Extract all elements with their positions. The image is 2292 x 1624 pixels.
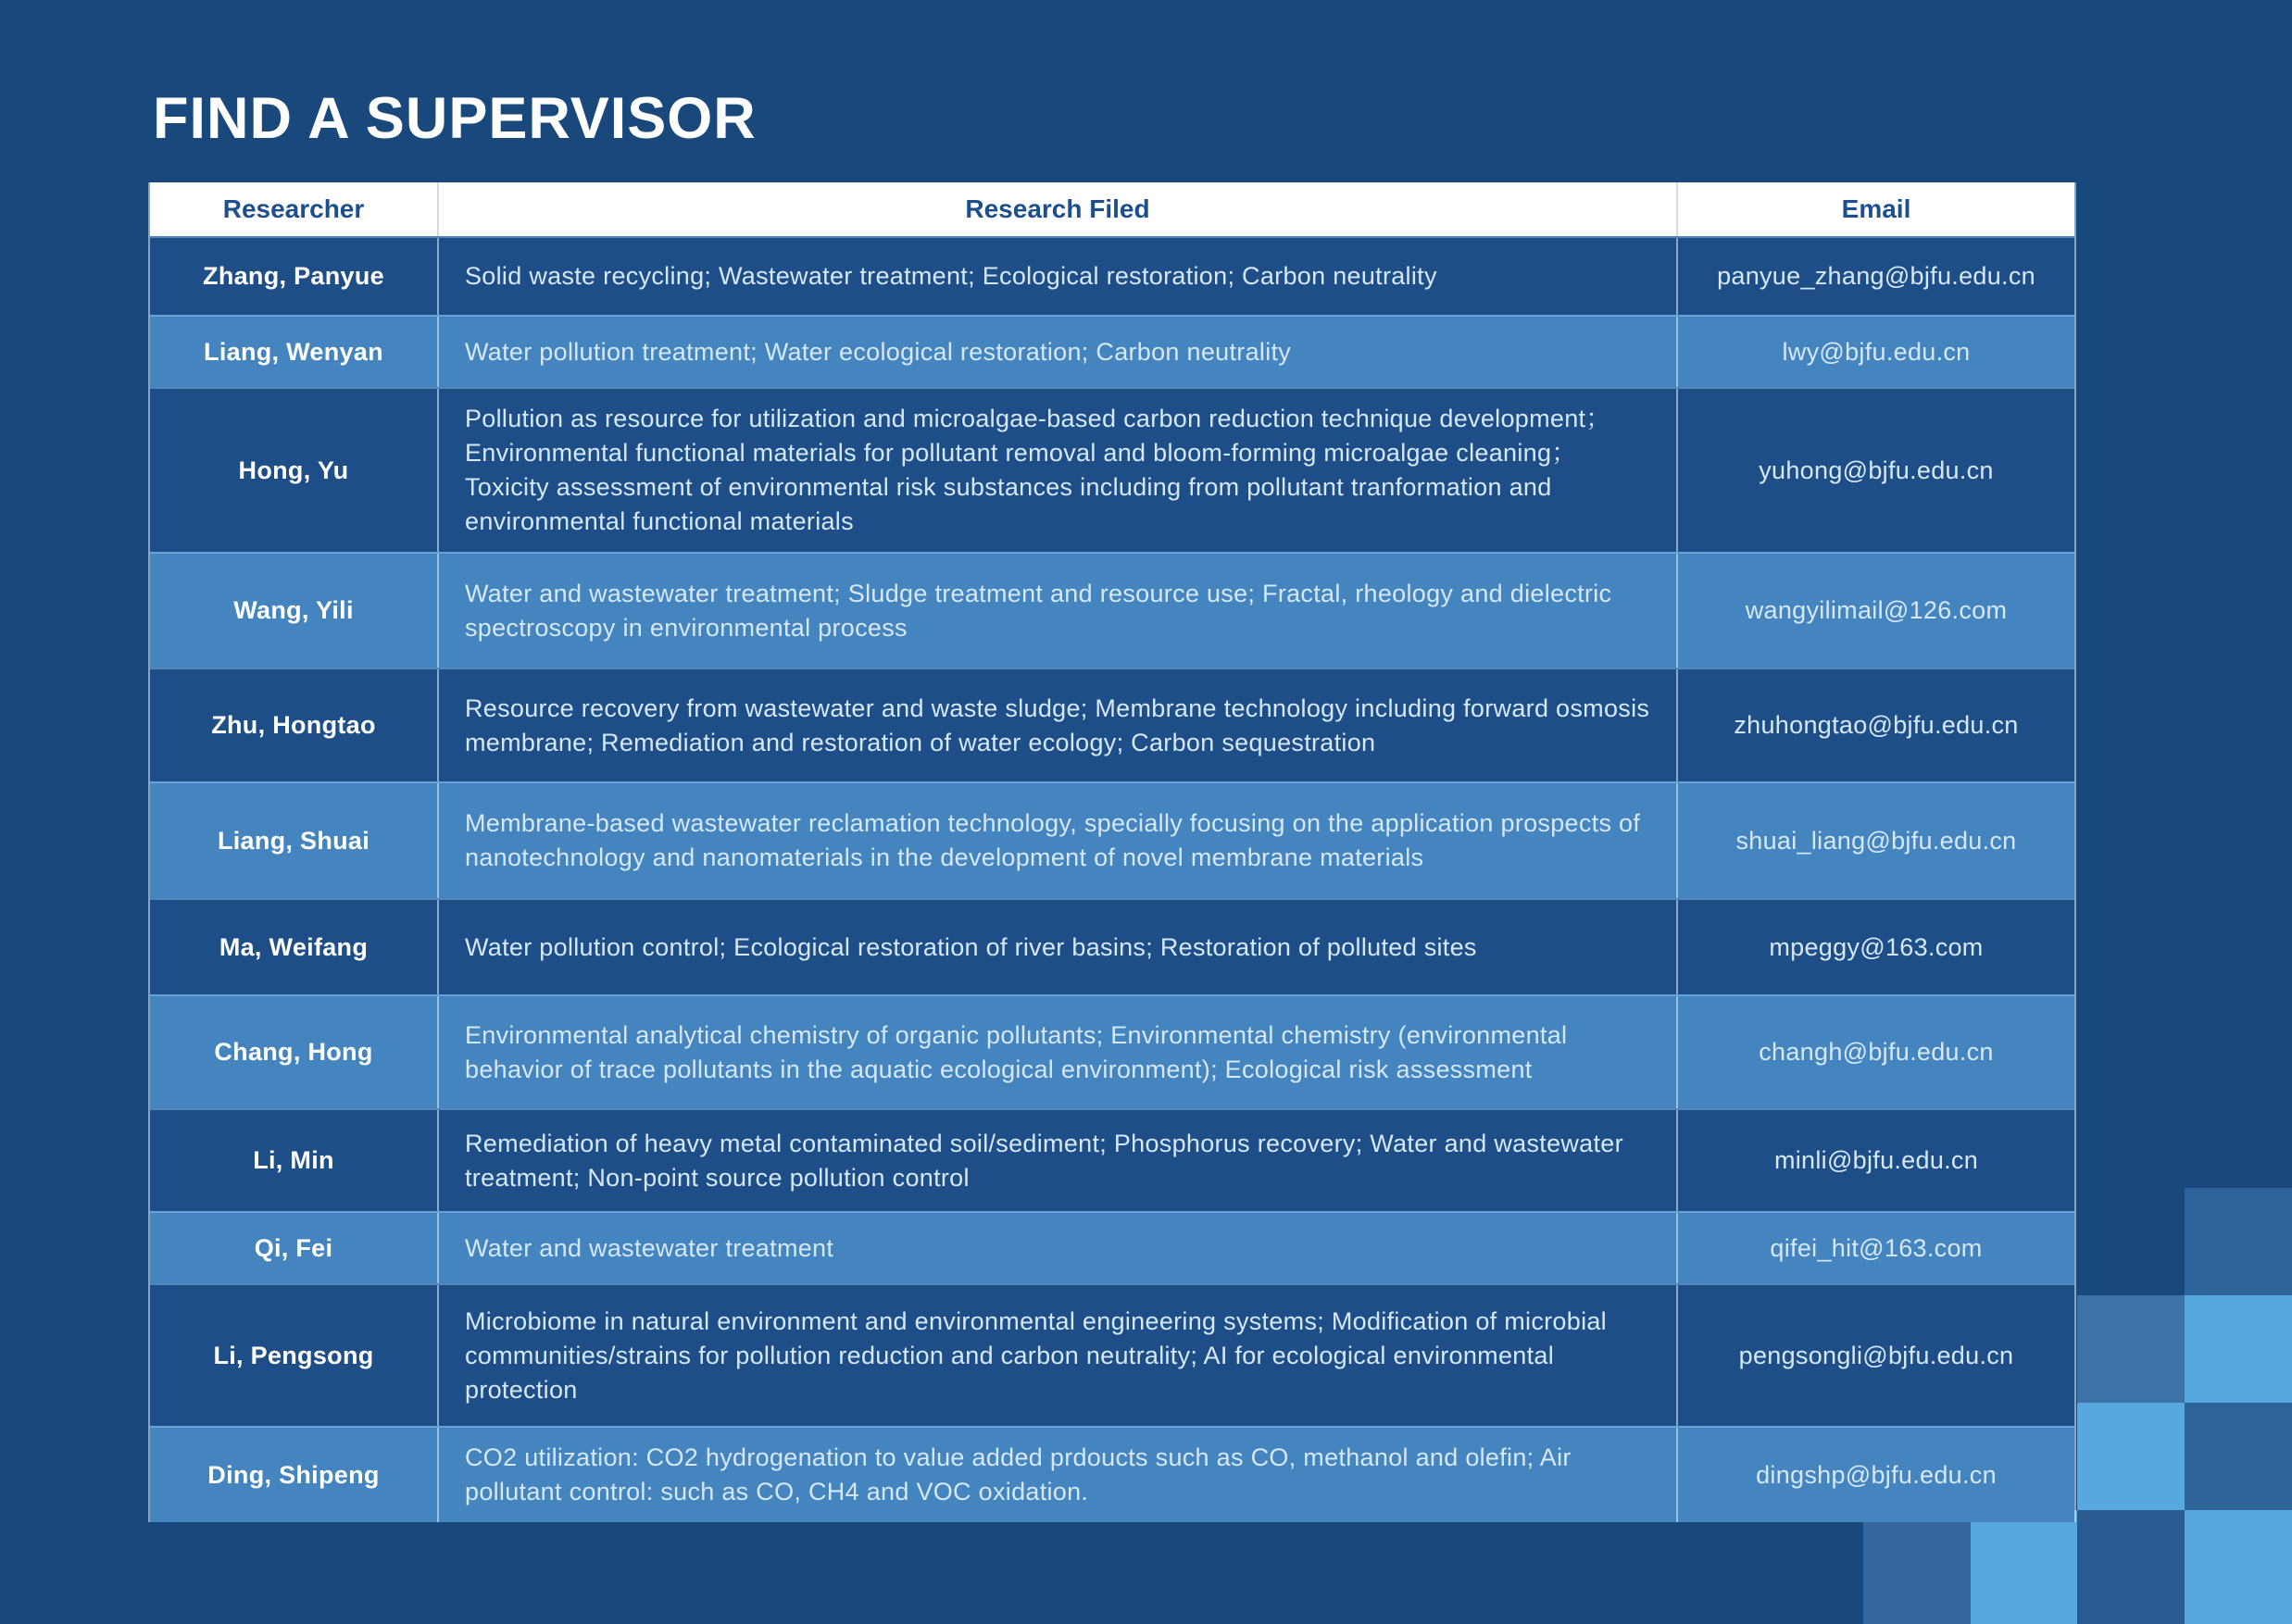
decor-square bbox=[2077, 1295, 2185, 1403]
decor-square bbox=[2077, 1403, 2185, 1510]
email-cell: shuai_liang@bjfu.edu.cn bbox=[1676, 783, 2074, 898]
research-field-cell: Resource recovery from wastewater and waste sludge; Membrane technology including forward osmosis membrane; Remediation and restoration of water ecology; Carbon sequestration bbox=[437, 669, 1676, 781]
decor-square bbox=[2185, 1403, 2292, 1510]
research-field-cell: Water and wastewater treatment; Sludge treatment and resource use; Fractal, rheology and dielectric spectroscopy in environmental process bbox=[437, 554, 1676, 668]
table-header-row bbox=[150, 182, 2074, 236]
researcher-name-cell: Wang, Yili bbox=[233, 596, 354, 624]
column-header-research-field: Research Filed bbox=[437, 182, 1676, 236]
table-row bbox=[150, 994, 2074, 1108]
table-row bbox=[150, 236, 2074, 315]
email-cell: wangyilimail@126.com bbox=[1676, 554, 2074, 668]
research-field-cell: Environmental analytical chemistry of organic pollutants; Environmental chemistry (environmental behavior of trace pollutants in the aquatic ecological environment); Ecological risk assessment bbox=[437, 996, 1676, 1108]
decor-square bbox=[2185, 1188, 2292, 1295]
column-header-researcher: Researcher bbox=[222, 194, 365, 223]
researcher-name-cell: Liang, Wenyan bbox=[204, 337, 383, 366]
email-cell: pengsongli@bjfu.edu.cn bbox=[1676, 1285, 2074, 1426]
email-cell: zhuhongtao@bjfu.edu.cn bbox=[1676, 669, 2074, 781]
researcher-name-cell: Ding, Shipeng bbox=[207, 1460, 380, 1489]
email-cell: lwy@bjfu.edu.cn bbox=[1676, 317, 2074, 387]
email-cell: yuhong@bjfu.edu.cn bbox=[1676, 389, 2074, 552]
research-field-cell: Microbiome in natural environment and environmental engineering systems; Modification of microbial communities/strains for pollution reduction and carbon neutrality; AI for ecological environmental protection bbox=[437, 1285, 1676, 1426]
page-title: FIND A SUPERVISOR bbox=[153, 86, 757, 151]
researcher-name-cell: Li, Pengsong bbox=[213, 1341, 374, 1369]
researcher-name-cell: Chang, Hong bbox=[214, 1038, 373, 1066]
table-row bbox=[150, 1426, 2074, 1522]
table-row bbox=[150, 781, 2074, 898]
decor-square bbox=[1971, 1510, 2077, 1624]
table-row bbox=[150, 1108, 2074, 1211]
researcher-name-cell: Zhu, Hongtao bbox=[211, 711, 376, 739]
researcher-name-cell: Zhang, Panyue bbox=[203, 262, 384, 290]
table-body bbox=[150, 236, 2074, 1522]
decor-square bbox=[1863, 1510, 1971, 1624]
column-header-email: Email bbox=[1676, 182, 2074, 236]
email-cell: changh@bjfu.edu.cn bbox=[1676, 996, 2074, 1108]
email-cell: dingshp@bjfu.edu.cn bbox=[1676, 1428, 2074, 1522]
researcher-name-cell: Ma, Weifang bbox=[219, 932, 369, 961]
supervisor-table bbox=[148, 182, 2076, 1522]
decor-square bbox=[2185, 1295, 2292, 1403]
table-row bbox=[150, 668, 2074, 781]
email-cell: qifei_hit@163.com bbox=[1676, 1213, 2074, 1283]
research-field-cell: Water pollution treatment; Water ecological restoration; Carbon neutrality bbox=[437, 317, 1676, 387]
research-field-cell: Remediation of heavy metal contaminated soil/sediment; Phosphorus recovery; Water and wastewater treatment; Non-point source pollution control bbox=[437, 1110, 1676, 1211]
research-field-cell: Pollution as resource for utilization and microalgae-based carbon reduction technique development； Environmental functional materials for pollutant removal and bloom-forming microalgae cleaning； Toxicity assessment of environmental risk substances including from pollutant tranformation and environmental functional materials bbox=[437, 389, 1676, 552]
table-row bbox=[150, 1211, 2074, 1283]
decor-square bbox=[2077, 1510, 2185, 1624]
researcher-name-cell: Li, Min bbox=[253, 1146, 334, 1174]
email-cell: mpeggy@163.com bbox=[1676, 900, 2074, 994]
researcher-name-cell: Qi, Fei bbox=[254, 1233, 333, 1262]
table-row bbox=[150, 1283, 2074, 1426]
table-row bbox=[150, 898, 2074, 994]
email-cell: minli@bjfu.edu.cn bbox=[1676, 1110, 2074, 1211]
table-row bbox=[150, 315, 2074, 387]
decor-square bbox=[2185, 1510, 2292, 1624]
research-field-cell: CO2 utilization: CO2 hydrogenation to value added prdoucts such as CO, methanol and olefin; Air pollutant control: such as CO, CH4 and VOC oxidation. bbox=[437, 1428, 1676, 1522]
researcher-name-cell: Liang, Shuai bbox=[217, 826, 370, 855]
email-cell: panyue_zhang@bjfu.edu.cn bbox=[1676, 238, 2074, 315]
table-row bbox=[150, 552, 2074, 668]
research-field-cell: Water and wastewater treatment bbox=[437, 1213, 1676, 1283]
research-field-cell: Water pollution control; Ecological restoration of river basins; Restoration of polluted sites bbox=[437, 900, 1676, 994]
table-row bbox=[150, 387, 2074, 552]
research-field-cell: Membrane-based wastewater reclamation technology, specially focusing on the application prospects of nanotechnology and nanomaterials in the development of novel membrane materials bbox=[437, 783, 1676, 898]
research-field-cell: Solid waste recycling; Wastewater treatment; Ecological restoration; Carbon neutrality bbox=[437, 238, 1676, 315]
researcher-name-cell: Hong, Yu bbox=[238, 456, 349, 484]
